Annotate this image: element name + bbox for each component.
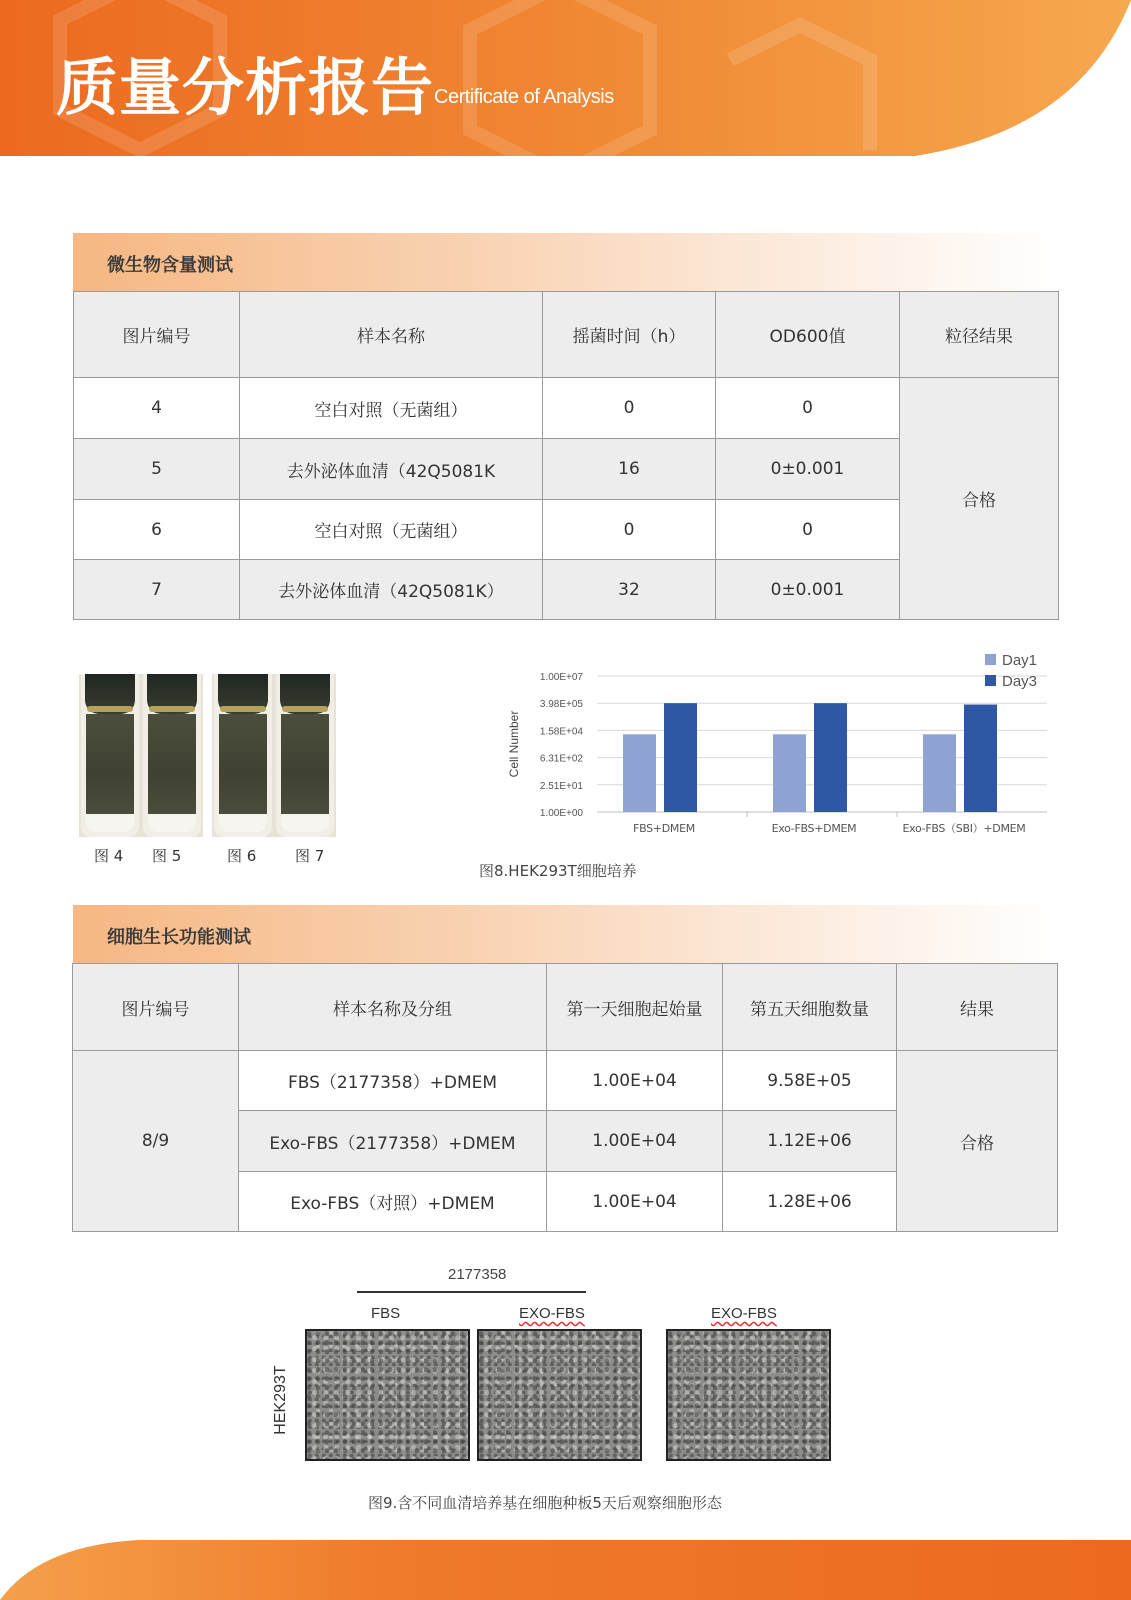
y-tick-label: 1.00E+00 bbox=[539, 808, 583, 819]
x-tick-label: FBS+DMEM bbox=[633, 822, 695, 835]
column-header: 结果 bbox=[897, 964, 1058, 1051]
header-banner bbox=[0, 0, 1131, 156]
micrograph-image bbox=[477, 1329, 642, 1461]
legend-swatch bbox=[985, 675, 996, 686]
bar-day3 bbox=[664, 703, 697, 812]
section-header-growth bbox=[73, 905, 1058, 963]
micrograph-label: FBS bbox=[371, 1305, 401, 1322]
section-header-microbe bbox=[73, 233, 1058, 291]
growth-table bbox=[72, 963, 1058, 1232]
cell-day1: 1.00E+04 bbox=[547, 1172, 723, 1232]
cell-result: 合格 bbox=[897, 1051, 1058, 1232]
footer-background bbox=[0, 1540, 1131, 1600]
column-header: 图片编号 bbox=[73, 964, 239, 1051]
x-tick-label: Exo-FBS（SBI）+DMEM bbox=[902, 822, 1026, 835]
microbe-table bbox=[73, 291, 1059, 620]
micrograph-image bbox=[305, 1329, 470, 1461]
tube-label: 图 4 bbox=[94, 847, 124, 865]
cell-od: 0±0.001 bbox=[716, 560, 900, 620]
cell-od: 0 bbox=[716, 378, 900, 439]
cell-od: 0 bbox=[716, 500, 900, 560]
cell-id: 6 bbox=[74, 500, 240, 560]
chart-svg bbox=[502, 650, 1052, 850]
cell-od: 0±0.001 bbox=[716, 439, 900, 500]
cell-sample: 去外泌体血清（42Q5081K） bbox=[240, 560, 543, 620]
legend-label: Day3 bbox=[1002, 673, 1038, 690]
bar-day3 bbox=[814, 703, 847, 812]
lot-bracket-line bbox=[357, 1291, 586, 1293]
cell-sample: Exo-FBS（对照）+DMEM bbox=[239, 1172, 547, 1232]
table-header-row bbox=[74, 292, 1059, 378]
column-header: 摇菌时间（h） bbox=[543, 292, 716, 378]
cell-id: 7 bbox=[74, 560, 240, 620]
footer-banner bbox=[0, 1540, 1131, 1600]
column-header: 样本名称 bbox=[240, 292, 543, 378]
page-title: 质量分析报告 bbox=[56, 51, 435, 124]
y-tick-label: 1.58E+04 bbox=[539, 726, 583, 738]
legend-swatch bbox=[985, 654, 996, 665]
bar-day1 bbox=[923, 734, 956, 812]
tube-label: 图 7 bbox=[295, 847, 325, 865]
column-header: 粒径结果 bbox=[900, 292, 1059, 378]
table-row bbox=[73, 1051, 1058, 1111]
micrograph-label: EXO-FBS bbox=[711, 1305, 777, 1322]
cell-day5: 1.28E+06 bbox=[723, 1172, 897, 1232]
column-header: 第五天细胞数量 bbox=[723, 964, 897, 1051]
micrograph-row-label: HEK293T bbox=[272, 1365, 289, 1435]
lot-label: 2177358 bbox=[448, 1266, 507, 1283]
bar-day1 bbox=[773, 734, 806, 812]
y-tick-label: 3.98E+05 bbox=[539, 699, 583, 711]
x-tick-label: Exo-FBS+DMEM bbox=[771, 822, 857, 835]
cell-id: 5 bbox=[74, 439, 240, 500]
bar-day1 bbox=[623, 734, 656, 812]
cell-sample: Exo-FBS（2177358）+DMEM bbox=[239, 1111, 547, 1172]
y-tick-label: 1.00E+07 bbox=[539, 672, 583, 683]
table-row bbox=[74, 378, 1059, 439]
cell-time: 0 bbox=[543, 378, 716, 439]
page-subtitle: Certificate of Analysis bbox=[434, 86, 614, 108]
micrograph-caption: 图9.含不同血清培养基在细胞种板5天后观察细胞形态 bbox=[368, 1494, 722, 1512]
cell-growth-chart bbox=[502, 650, 1052, 850]
chart-caption: 图8.HEK293T细胞培养 bbox=[479, 862, 637, 880]
cell-sample: 空白对照（无菌组） bbox=[240, 378, 543, 439]
tube-photo-4-5 bbox=[79, 674, 203, 837]
column-header: OD600值 bbox=[716, 292, 900, 378]
section-title: 细胞生长功能测试 bbox=[107, 927, 251, 948]
legend-label: Day1 bbox=[1002, 652, 1038, 669]
tube-photo-6-7 bbox=[212, 674, 336, 837]
cell-sample: 空白对照（无菌组） bbox=[240, 500, 543, 560]
cell-sample: FBS（2177358）+DMEM bbox=[239, 1051, 547, 1111]
bar-day3 bbox=[964, 705, 997, 812]
tube-label: 图 6 bbox=[227, 847, 257, 865]
column-header: 图片编号 bbox=[74, 292, 240, 378]
cell-id: 4 bbox=[74, 378, 240, 439]
micrograph-image bbox=[666, 1329, 831, 1461]
y-tick-label: 2.51E+01 bbox=[539, 780, 583, 792]
cell-sample: 去外泌体血清（42Q5081K bbox=[240, 439, 543, 500]
cell-day1: 1.00E+04 bbox=[547, 1111, 723, 1172]
column-header: 样本名称及分组 bbox=[239, 964, 547, 1051]
cell-time: 16 bbox=[543, 439, 716, 500]
column-header: 第一天细胞起始量 bbox=[547, 964, 723, 1051]
cell-day5: 1.12E+06 bbox=[723, 1111, 897, 1172]
cell-day5: 9.58E+05 bbox=[723, 1051, 897, 1111]
cell-result: 合格 bbox=[900, 378, 1059, 620]
y-axis-label: Cell Number bbox=[507, 710, 521, 778]
tube-label: 图 5 bbox=[152, 847, 182, 865]
section-title: 微生物含量测试 bbox=[107, 255, 233, 276]
y-tick-label: 6.31E+02 bbox=[539, 753, 583, 765]
cell-day1: 1.00E+04 bbox=[547, 1051, 723, 1111]
micrograph-label: EXO-FBS bbox=[519, 1305, 585, 1322]
table-header-row bbox=[73, 964, 1058, 1051]
cell-id: 8/9 bbox=[73, 1051, 239, 1232]
cell-time: 0 bbox=[543, 500, 716, 560]
cell-time: 32 bbox=[543, 560, 716, 620]
